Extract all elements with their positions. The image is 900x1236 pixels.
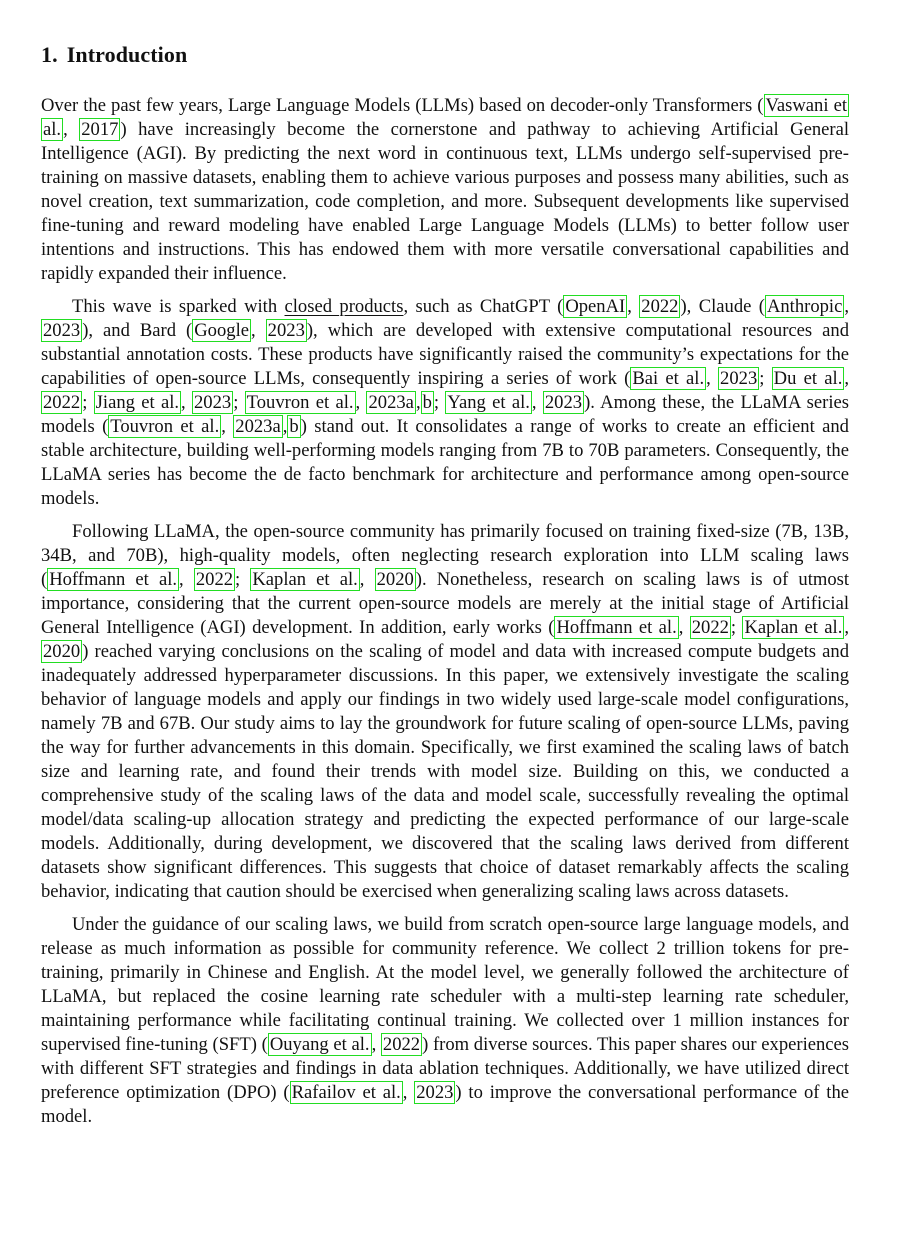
text-run: ) have increasingly become the cornerstone and pathway to achieving Artificial General Intelligence (AGI). By predicting the next word in continuous text, LLMs undergo self-supervised pre-training on massive datasets, enabling them to achieve various purposes and possess many abilities, such as novel creation, text summarization, code completion, and more. Subsequent developments like supervised fine-tuning and reward modeling have enabled Large Language Models (LLMs) to better follow user intentions and instructions. This has endowed them with more versatile conversational capabilities and rapidly expanded their influence. [41, 119, 850, 284]
text-run: , [531, 392, 543, 413]
citation-link[interactable]: 2022 [641, 296, 679, 317]
text-run: ; [233, 392, 245, 413]
citation-link[interactable]: Bai et al. [632, 368, 705, 389]
text-run: , [179, 569, 194, 590]
citation-link[interactable]: 2022 [43, 392, 81, 413]
section-number: 1. [41, 42, 58, 67]
text-run: , [844, 296, 850, 317]
citation-link[interactable]: b [289, 416, 299, 437]
citation-link[interactable]: 2023 [194, 392, 232, 413]
text-run: , [181, 392, 192, 413]
section-heading [41, 38, 849, 72]
citation-link[interactable]: Yang et al. [447, 392, 530, 413]
citation-link[interactable]: Anthropic [766, 296, 843, 317]
citation-link[interactable]: 2020 [376, 569, 414, 590]
citation-link[interactable]: OpenAI [565, 296, 626, 317]
citation-link[interactable]: Hoffmann et al. [49, 569, 178, 590]
text-run: , [678, 617, 690, 638]
text-run: ) from diverse sources. This paper shares our experiences with different SFT strategies and findings in data ablation techniques. Additionally, we have utilized direct preference optimization (DPO) ( [41, 1034, 850, 1103]
citation-link[interactable]: Rafailov et al. [291, 1082, 401, 1103]
text-run: ; [730, 617, 743, 638]
text-run: , [282, 416, 288, 437]
text-run: This wave is sparked with [72, 296, 285, 317]
citation-link[interactable]: Ouyang et al. [269, 1034, 370, 1055]
section-title: Introduction [66, 42, 188, 67]
underlined-text: closed products [284, 296, 404, 317]
text-run: , [355, 392, 367, 413]
paragraph-3 [41, 520, 849, 904]
citation-link[interactable]: 2017 [81, 119, 119, 140]
text-run: ), and Bard ( [82, 320, 193, 341]
paragraph-4 [41, 913, 849, 1129]
citation-link[interactable]: Jiang et al. [95, 392, 180, 413]
text-run: ), Claude ( [680, 296, 765, 317]
text-run: ; [82, 392, 94, 413]
citation-link[interactable]: 2020 [43, 641, 81, 662]
text-run: ). Among these, the LLaMA series models ( [41, 392, 850, 437]
text-run: ) stand out. It consolidates a range of works to create an efficient and stable architecture, building well-performing models ranging from 7B to 70B parameters. Consequently, the LLaMA series has become the de facto benchmark for architecture and performance among open-source models. [41, 416, 849, 509]
citation-link[interactable]: 2023a [368, 392, 414, 413]
citation-link[interactable]: 2023 [416, 1082, 454, 1103]
text-run: ). Nonetheless, research on scaling laws is of utmost importance, considering that the current open-source models are merely at the initial stage of Artificial General Intelligence (AGI) development. In addition, early works ( [41, 569, 850, 638]
text-run: ), which are developed with extensive computational resources and substantial annotation costs. These products have significantly raised the community’s expectations for the capabilities of open-source LLMs, consequently inspiring a series of work ( [41, 320, 850, 389]
text-run: , [251, 320, 266, 341]
citation-link[interactable]: Touvron et al. [246, 392, 354, 413]
text-run: , [415, 392, 421, 413]
text-run: Following LLaMA, the open-source community has primarily focused on training fixed-size (7B, 13B, 34B, and 70B), high-quality models, often neglecting research exploration into LLM scaling laws ( [41, 521, 849, 590]
citation-link[interactable]: Touvron et al. [110, 416, 220, 437]
citation-link[interactable]: Vaswani et al. [43, 95, 847, 140]
paragraph-1 [41, 94, 849, 286]
text-run: ) reached varying conclusions on the scaling of model and data with increased compute budgets and inadequately addressed hyperparameter discussions. In this paper, we extensively investigate the scaling behavior of language models and apply our findings in two widely used large-scale model configurations, namely 7B and 67B. Our study aims to lay the groundwork for future scaling of open-source LLMs, paving the way for further advancements in this domain. Specifically, we first examined the scaling laws of batch size and learning rate, and found their trends with model size. Building on this, we conducted a comprehensive study of the scaling laws of the data and model scale, successfully revealing the optimal model/data scaling-up allocation strategy and predicting the expected performance of our large-scale models. Additionally, during development, we discovered that the scaling laws derived from different datasets show significant differences. This suggests that choice of dataset remarkably affects the scaling behavior, indicating that caution should be exercised when generalizing scaling laws across datasets. [41, 641, 849, 902]
citation-link[interactable]: 2022 [382, 1034, 421, 1055]
text-run: , [706, 368, 719, 389]
text-run: , [63, 119, 80, 140]
citation-link[interactable]: 2023 [720, 368, 758, 389]
citation-link[interactable]: Kaplan et al. [744, 617, 843, 638]
text-run: , [844, 368, 850, 389]
text-run: Under the guidance of our scaling laws, we build from scratch open-source large language models, and release as much information as possible for community reference. We collect 2 trillion tokens for pre-training, primarily in Chinese and English. At the model level, we generally followed the architecture of LLaMA, but replaced the cosine learning rate scheduler with a multi-step learning rate scheduler, maintaining performance while facilitating continual training. We collected over 1 million instances for supervised fine-tuning (SFT) ( [41, 914, 849, 1055]
citation-link[interactable]: 2022 [195, 569, 234, 590]
citation-link[interactable]: 2023 [267, 320, 305, 341]
text-run: Over the past few years, Large Language Models (LLMs) based on decoder-only Transformers ( [41, 95, 764, 116]
text-run: , [627, 296, 640, 317]
citation-link[interactable]: 2022 [691, 617, 729, 638]
citation-link[interactable]: 2023 [43, 320, 81, 341]
text-run: ; [433, 392, 446, 413]
text-run: , [371, 1034, 381, 1055]
citation-link[interactable]: 2023 [544, 392, 583, 413]
citation-link[interactable]: Du et al. [773, 368, 843, 389]
paragraph-2 [41, 295, 849, 511]
text-run: ) to improve the conversational performance of the model. [41, 1082, 849, 1127]
citation-link[interactable]: Google [194, 320, 249, 341]
text-run: ; [759, 368, 772, 389]
text-run: , [221, 416, 234, 437]
text-run: , [844, 617, 849, 638]
citation-link[interactable]: b [422, 392, 432, 413]
text-run: , [359, 569, 375, 590]
citation-link[interactable]: Hoffmann et al. [556, 617, 677, 638]
text-run: ; [235, 569, 251, 590]
text-run: , such as ChatGPT ( [403, 296, 564, 317]
paper-page [41, 38, 849, 1138]
citation-link[interactable]: 2023a [235, 416, 281, 437]
text-run: , [402, 1082, 415, 1103]
citation-link[interactable]: Kaplan et al. [252, 569, 358, 590]
